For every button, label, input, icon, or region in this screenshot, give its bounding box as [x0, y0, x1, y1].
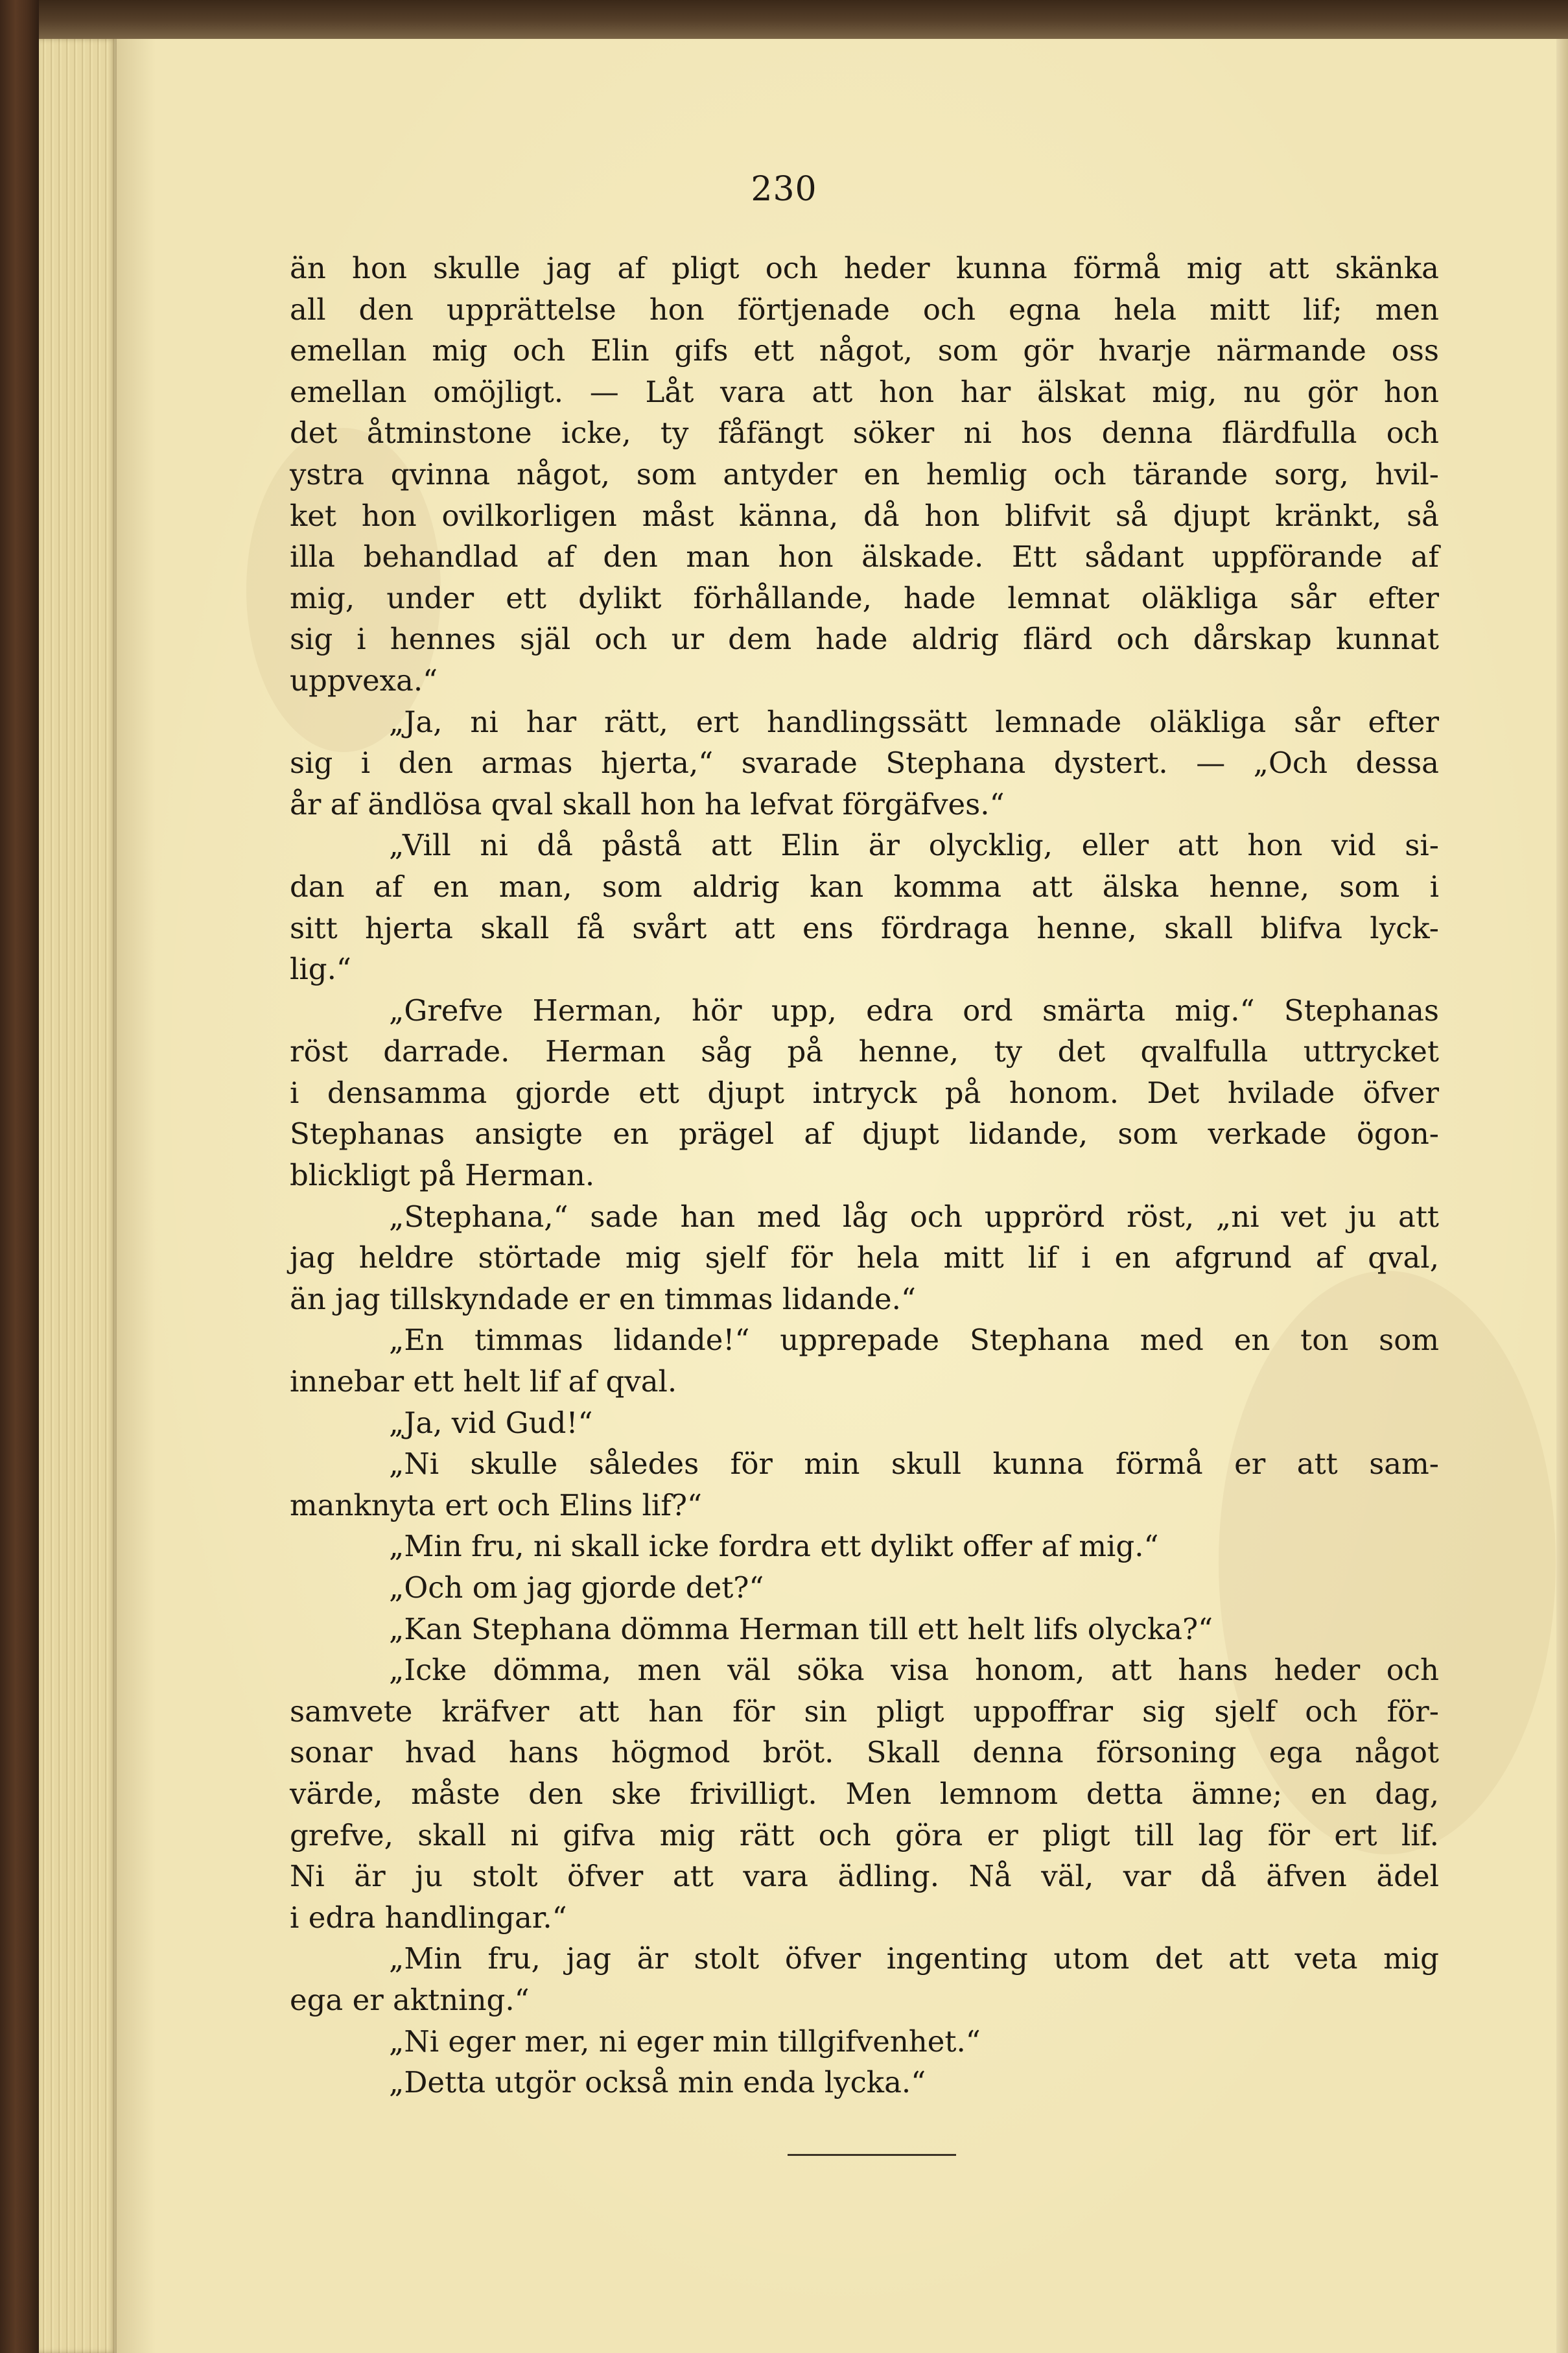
text-line: all den upprättelse hon förtjenade och egna hela mitt lif; men [290, 292, 1439, 327]
text-line: „Detta utgör också min enda lycka.“ [389, 2065, 926, 2100]
text-line: år af ändlösa qval skall hon ha lefvat förgäfves.“ [290, 786, 1005, 822]
text-line: uppvexa.“ [290, 663, 438, 698]
text-line: sitt hjerta skall få svårt att ens fördraga henne, skall blifva lyck- [290, 910, 1439, 945]
text-line: Ni är ju stolt öfver att vara ädling. Nå väl, var då äfven ädel [290, 1859, 1439, 1894]
text-line: „Stephana,“ sade han med låg och upprörd röst, „ni vet ju att [389, 1199, 1439, 1234]
page-stack-edge [39, 39, 117, 2353]
text-line: „Grefve Herman, hör upp, edra ord smärta mig.“ Stephanas [389, 993, 1439, 1028]
text-line: emellan mig och Elin gifs ett något, som gör hvarje närmande oss [290, 333, 1439, 368]
text-line: „Och om jag gjorde det?“ [389, 1570, 764, 1605]
text-line: ket hon ovilkorligen måst känna, då hon blifvit så djupt kränkt, så [290, 498, 1439, 533]
body-text [290, 248, 1439, 2103]
text-line: röst darrade. Herman såg på henne, ty det qvalfulla uttrycket [290, 1034, 1439, 1069]
text-line: Stephanas ansigte en prägel af djupt lidande, som verkade ögon- [290, 1117, 1439, 1152]
text-line: illa behandlad af den man hon älskade. Ett sådant uppförande af [290, 539, 1439, 574]
text-line: manknyta ert och Elins lif?“ [290, 1487, 703, 1522]
text-line: ystra qvinna något, som antyder en hemlig och tärande sorg, hvil- [290, 456, 1439, 491]
end-rule [788, 2154, 956, 2156]
text-line: sig i hennes själ och ur dem hade aldrig flärd och dårskap kunnat [290, 622, 1439, 657]
text-line: det åtminstone icke, ty fåfängt söker ni hos denna flärdfulla och [290, 416, 1439, 451]
right-page-edge [1556, 39, 1568, 2353]
text-line: i densamma gjorde ett djupt intryck på honom. Det hvilade öfver [290, 1075, 1439, 1110]
text-line: mig, under ett dylikt förhållande, hade lemnat oläkliga sår efter [290, 580, 1439, 615]
page-number: 230 [751, 170, 817, 209]
text-line: ega er aktning.“ [290, 1982, 530, 2017]
text-line: „Min fru, ni skall icke fordra ett dylikt offer af mig.“ [389, 1529, 1159, 1564]
text-line: „Ja, ni har rätt, ert handlingssätt lemnade oläkliga sår efter [389, 704, 1439, 739]
text-line: lig.“ [290, 952, 351, 987]
text-line: dan af en man, som aldrig kan komma att älska henne, som i [290, 869, 1439, 904]
text-line: än jag tillskyndade er en timmas lidande.“ [290, 1281, 916, 1316]
text-line: jag heldre störtade mig sjelf för hela mitt lif i en afgrund af qval, [290, 1240, 1439, 1275]
text-line: grefve, skall ni gifva mig rätt och göra er pligt till lag för ert lif. [290, 1817, 1439, 1852]
text-line: „En timmas lidande!“ upprepade Stephana med en ton som [389, 1323, 1439, 1358]
text-line: samvete kräfver att han för sin pligt uppoffrar sig sjelf och för- [290, 1694, 1439, 1729]
text-line: innebar ett helt lif af qval. [290, 1364, 677, 1399]
text-line: än hon skulle jag af pligt och heder kunna förmå mig att skänka [290, 251, 1439, 285]
text-line: „Vill ni då påstå att Elin är olycklig, eller att hon vid si- [389, 828, 1439, 863]
book-cover-edge [0, 0, 39, 2353]
text-line: värde, måste den ske frivilligt. Men lemnom detta ämne; en dag, [290, 1776, 1439, 1811]
text-line: „Ja, vid Gud!“ [389, 1405, 593, 1440]
text-line: „Icke dömma, men väl söka visa honom, att hans heder och [389, 1653, 1439, 1688]
text-line: „Ni skulle således för min skull kunna förmå er att sam- [389, 1447, 1439, 1482]
text-line: „Ni eger mer, ni eger min tillgifvenhet.“ [389, 2024, 981, 2059]
text-line: „Kan Stephana dömma Herman till ett helt lifs olycka?“ [389, 1611, 1213, 1646]
text-line: sig i den armas hjerta,“ svarade Stephana dystert. — „Och dessa [290, 746, 1439, 781]
top-page-edge [39, 0, 1568, 39]
text-line: sonar hvad hans högmod bröt. Skall denna försoning ega något [290, 1735, 1439, 1770]
text-line: „Min fru, jag är stolt öfver ingenting utom det att veta mig [389, 1941, 1439, 1976]
text-line: emellan omöjligt. — Låt vara att hon har älskat mig, nu gör hon [290, 374, 1439, 409]
text-line: blickligt på Herman. [290, 1158, 595, 1193]
text-line: i edra handlingar.“ [290, 1900, 567, 1935]
